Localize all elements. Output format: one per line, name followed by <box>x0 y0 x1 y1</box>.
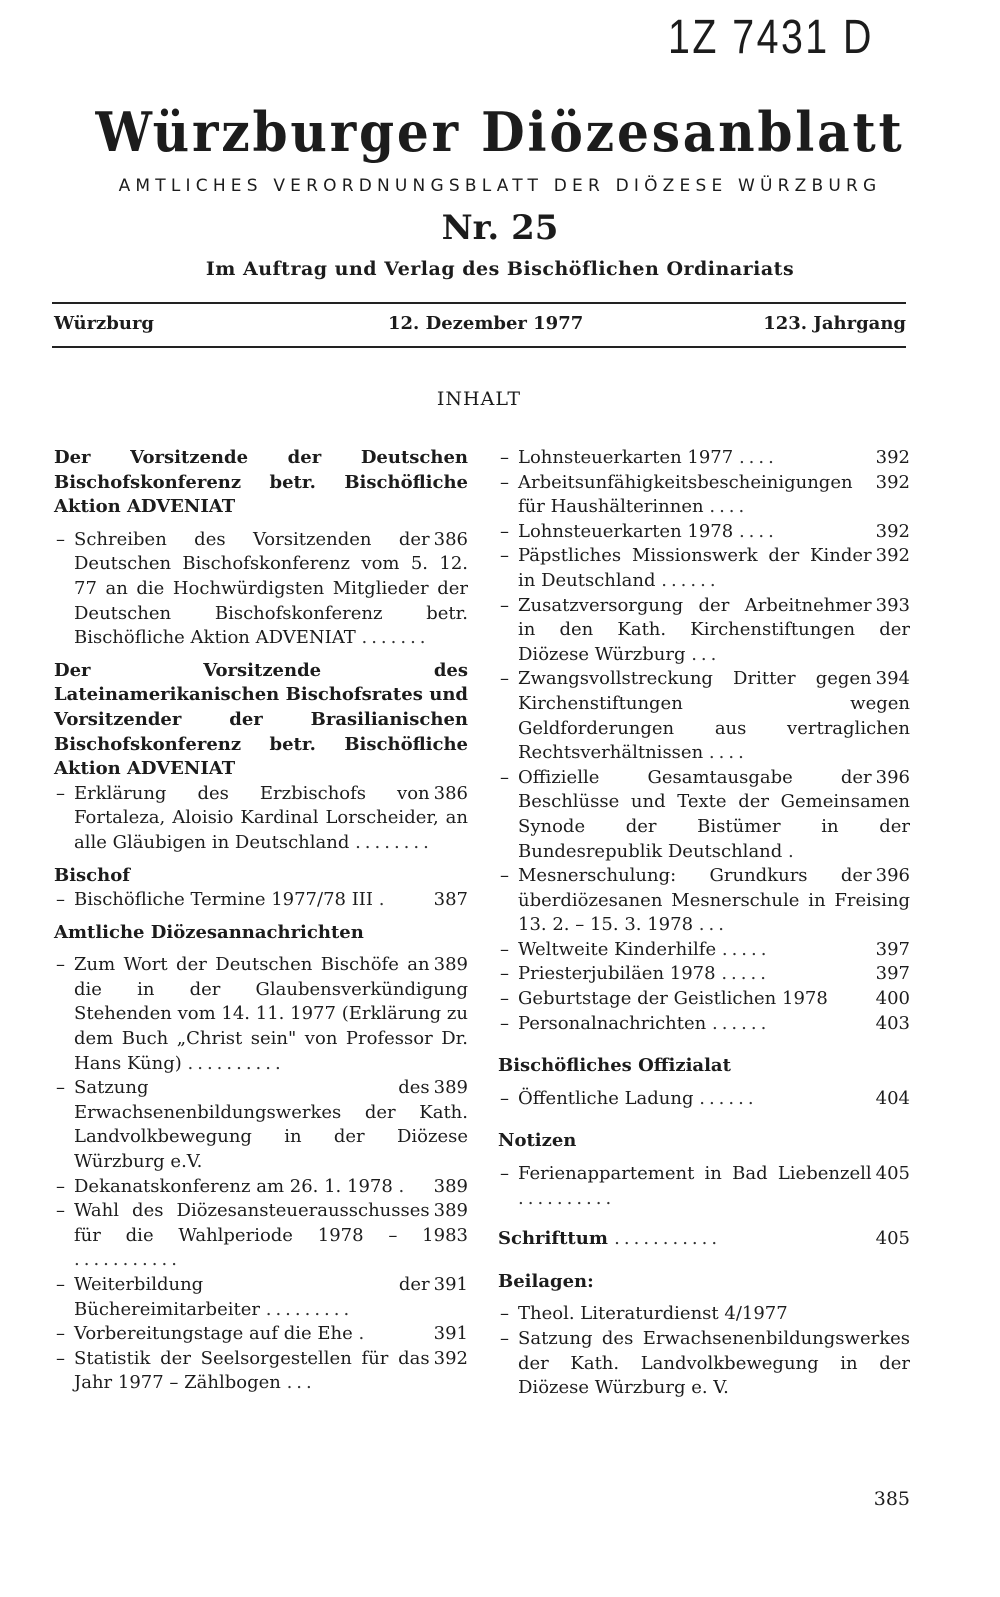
toc-page: 405 <box>875 1228 910 1250</box>
section-heading: Der Vorsitzende der Deutschen Bischofskonferenz betr. Bischöfliche Aktion ADVENIAT <box>54 447 468 518</box>
toc-page: – 403 <box>875 1012 910 1034</box>
supplement-item: – Theol. Literaturdienst 4/1977 <box>498 1302 910 1327</box>
toc-text: Öffentliche Ladung <box>518 1087 694 1109</box>
dateline-place: Würzburg <box>54 313 155 334</box>
toc-text: Personalnachrichten <box>518 1012 707 1034</box>
toc-page: – 400 <box>875 988 910 1010</box>
toc-entry: – 391 Weiterbildung der Büchereimitarbeiter ......... <box>54 1273 468 1322</box>
issue-number: Nr. 25 <box>441 208 559 248</box>
contents-right-column <box>498 446 910 1401</box>
page-number: 385 <box>873 1488 910 1510</box>
toc-page: – 392 <box>433 1347 468 1369</box>
toc-text: Dekanatskonferenz am 26. 1. 1978 <box>74 1175 393 1197</box>
toc-entry: – 392 Päpstliches Missionswerk der Kinder in Deutschland ...... <box>498 544 910 593</box>
toc-entry: – 386 Schreiben des Vorsitzenden der Deutschen Bischofskonferenz vom 5. 12. 77 an die Hochwürdigsten Mitglieder der Deutschen Bischofskonferenz betr. Bischöfliche Aktion ADVENIAT ....... <box>54 528 468 651</box>
bottom-rule <box>52 346 906 348</box>
toc-page: – 404 <box>875 1087 910 1109</box>
toc-page: – 397 <box>875 963 910 985</box>
publisher-line: Im Auftrag und Verlag des Bischöflichen Ordinariats <box>205 258 795 280</box>
toc-text: Mesnerschulung: Grundkurs der überdiözesanen Mesnerschule in Freising 13. 2. – 15. 3. 1978 <box>518 865 910 936</box>
toc-text: Zusatzversorgung der Arbeitnehmer in den Kath. Kirchenstiftungen der Diözese Würzburg <box>518 594 910 665</box>
toc-entry: – 394 Zwangsvollstreckung Dritter gegen Kirchenstiftungen wegen Geldforderungen aus vertraglichen Rechtsverhältnissen .... <box>498 667 910 765</box>
contents-left-column <box>54 446 468 1396</box>
section-heading: Bischof <box>54 864 130 886</box>
toc-entry: – 396 Mesnerschulung: Grundkurs der überdiözesanen Mesnerschule in Freising 13. 2. – 15. 3. 1978 ... <box>498 864 910 938</box>
toc-entry <box>498 987 910 1012</box>
toc-text: Ferienappartement in Bad Liebenzell <box>518 1163 872 1185</box>
masthead-subtitle: AMTLICHES VERORDNUNGSBLATT DER DIÖZESE WÜRZBURG <box>118 176 882 196</box>
toc-page: – 386 <box>433 528 468 550</box>
masthead-title: Würzburger Diözesanblatt <box>95 100 905 164</box>
top-rule <box>52 302 906 304</box>
toc-text: Arbeitsunfähigkeitsbescheinigungen für Haushälterinnen <box>518 471 853 518</box>
toc-entry: – 405 Ferienappartement in Bad Liebenzell .......... <box>498 1162 910 1211</box>
toc-text: Bischöfliche Termine 1977/78 III <box>74 889 374 911</box>
toc-entry: – 392 Statistik der Seelsorgestellen für das Jahr 1977 – Zählbogen ... <box>54 1347 468 1396</box>
toc-page: – 389 <box>433 954 468 976</box>
toc-entry: – 397 Priesterjubiläen 1978 ..... <box>498 962 910 987</box>
toc-text: Offizielle Gesamtausgabe der Beschlüsse und Texte der Gemeinsamen Synode der Bistümer in der Bundesrepublik Deutschland <box>518 766 910 862</box>
section-heading: Schrifttum <box>498 1228 608 1250</box>
toc-page: – 392 <box>875 447 910 468</box>
toc-page: – 391 <box>433 1323 468 1345</box>
contents-heading: INHALT <box>436 388 522 410</box>
toc-page: – 387 <box>433 889 468 911</box>
toc-text: Satzung des Erwachsenenbildungswerkes der Kath. Landvolkbewegung in der Diözese Würzburg e.V. <box>74 1077 468 1173</box>
toc-page: – 394 <box>875 668 910 690</box>
section-heading: Bischöfliches Offizialat <box>498 1055 731 1077</box>
toc-entry <box>54 1076 468 1174</box>
toc-text: Geburtstage der Geistlichen 1978 <box>518 988 828 1010</box>
section-heading: Notizen <box>498 1130 577 1152</box>
toc-entry: – 389 Dekanatskonferenz am 26. 1. 1978 . <box>54 1175 468 1200</box>
toc-page: – 389 <box>433 1077 468 1099</box>
toc-text: Weltweite Kinderhilfe <box>518 938 717 960</box>
toc-page: – 392 <box>875 520 910 542</box>
catalog-stamp: 1Z 7431 D <box>668 11 874 64</box>
toc-entry: – 392 Lohnsteuerkarten 1978 .... <box>498 520 910 545</box>
toc-page: – 393 <box>875 594 910 616</box>
toc-text: Wahl des Diözesansteuerausschusses für die Wahlperiode 1978 – 1983 <box>74 1200 468 1246</box>
dateline-volume: 123. Jahrgang <box>763 313 906 334</box>
toc-page: – 397 <box>875 938 910 960</box>
toc-text: Weiterbildung der Büchereimitarbeiter <box>74 1274 430 1320</box>
toc-text: Päpstliches Missionswerk der Kinder in Deutschland <box>518 545 872 591</box>
toc-entry: – 386 Erklärung des Erzbischofs von Fortaleza, Aloisio Kardinal Lorscheider, an alle Gläubigen in Deutschland ........ <box>54 782 468 856</box>
section-heading: Amtliche Diözesannachrichten <box>54 921 364 943</box>
toc-page: – 389 <box>433 1200 468 1222</box>
toc-text: Schreiben des Vorsitzenden der Deutschen Bischofskonferenz vom 5. 12. 77 an die Hochwürdigsten Mitglieder der Deutschen Bischofskonferenz betr. Bischöfliche Aktion ADVENIAT <box>74 528 468 649</box>
toc-entry: – 389 Zum Wort der Deutschen Bischöfe an die in der Glaubensverkündigung Stehenden vom 14. 11. 1977 (Erklärung zu dem Buch „Christ sein" von Professor Dr. Hans Küng) .......... <box>54 953 468 1076</box>
dateline-date: 12. Dezember 1977 <box>388 313 584 334</box>
toc-entry: – 393 Zusatzversorgung der Arbeitnehmer in den Kath. Kirchenstiftungen der Diözese Würzburg ... <box>498 594 910 668</box>
toc-text: Erklärung des Erzbischofs von Fortaleza, Aloisio Kardinal Lorscheider, an alle Gläubigen in Deutschland <box>74 782 468 853</box>
toc-text: Zwangsvollstreckung Dritter gegen Kirchenstiftungen wegen Geldforderungen aus vertraglichen Rechtsverhältnissen <box>518 668 910 764</box>
toc-page: – 386 <box>433 782 468 804</box>
section-heading: Der Vorsitzende des Lateinamerikanischen Bischofsrates und Vorsitzender der Brasilianischen Bischofskonferenz betr. Bischöfliche Aktion ADVENIAT <box>54 659 468 780</box>
toc-text: Statistik der Seelsorgestellen für das Jahr 1977 – Zählbogen <box>74 1347 430 1394</box>
toc-entry: – 403 Personalnachrichten ...... <box>498 1012 910 1037</box>
toc-page: – 391 <box>433 1274 468 1295</box>
toc-entry: – 387 Bischöfliche Termine 1977/78 III . <box>54 888 468 913</box>
toc-text: Vorbereitungstage auf die Ehe <box>74 1323 353 1345</box>
toc-text: Lohnsteuerkarten 1978 <box>518 520 734 542</box>
toc-text: Lohnsteuerkarten 1977 <box>518 447 734 468</box>
toc-entry: 405 Schrifttum ........... <box>498 1227 910 1252</box>
toc-page: – 392 <box>875 471 910 493</box>
toc-entry: – 404 Öffentliche Ladung ...... <box>498 1087 910 1112</box>
toc-entry: – 389 Wahl des Diözesansteuerausschusses für die Wahlperiode 1978 – 1983 ........... <box>54 1199 468 1273</box>
toc-entry: – 392 Lohnsteuerkarten 1977 .... <box>498 446 910 471</box>
toc-page: – 392 <box>875 545 910 567</box>
section-heading: Beilagen: <box>498 1270 594 1292</box>
toc-page: – 396 <box>875 766 910 788</box>
toc-text: Zum Wort der Deutschen Bischöfe an die in der Glaubensverkündigung Stehenden vom 14. 11. 1977 (Erklärung zu dem Buch „Christ sein" von Professor Dr. Hans Küng) <box>74 954 468 1074</box>
toc-entry: – 396 Offizielle Gesamtausgabe der Beschlüsse und Texte der Gemeinsamen Synode der Bistümer in der Bundesrepublik Deutschland . <box>498 766 910 864</box>
toc-page: – 389 <box>433 1175 468 1197</box>
toc-entry: – 391 Vorbereitungstage auf die Ehe . <box>54 1322 468 1347</box>
toc-entry: – 397 Weltweite Kinderhilfe ..... <box>498 938 910 963</box>
supplement-item: – Satzung des Erwachsenenbildungswerkes der Kath. Landvolkbewegung in der Diözese Würzburg e. V. <box>498 1327 910 1401</box>
toc-page: – 396 <box>875 865 910 887</box>
toc-text: Priesterjubiläen 1978 <box>518 963 716 985</box>
toc-page: – 405 <box>875 1163 910 1185</box>
toc-entry: – 392 Arbeitsunfähigkeitsbescheinigungen für Haushälterinnen .... <box>498 471 910 520</box>
